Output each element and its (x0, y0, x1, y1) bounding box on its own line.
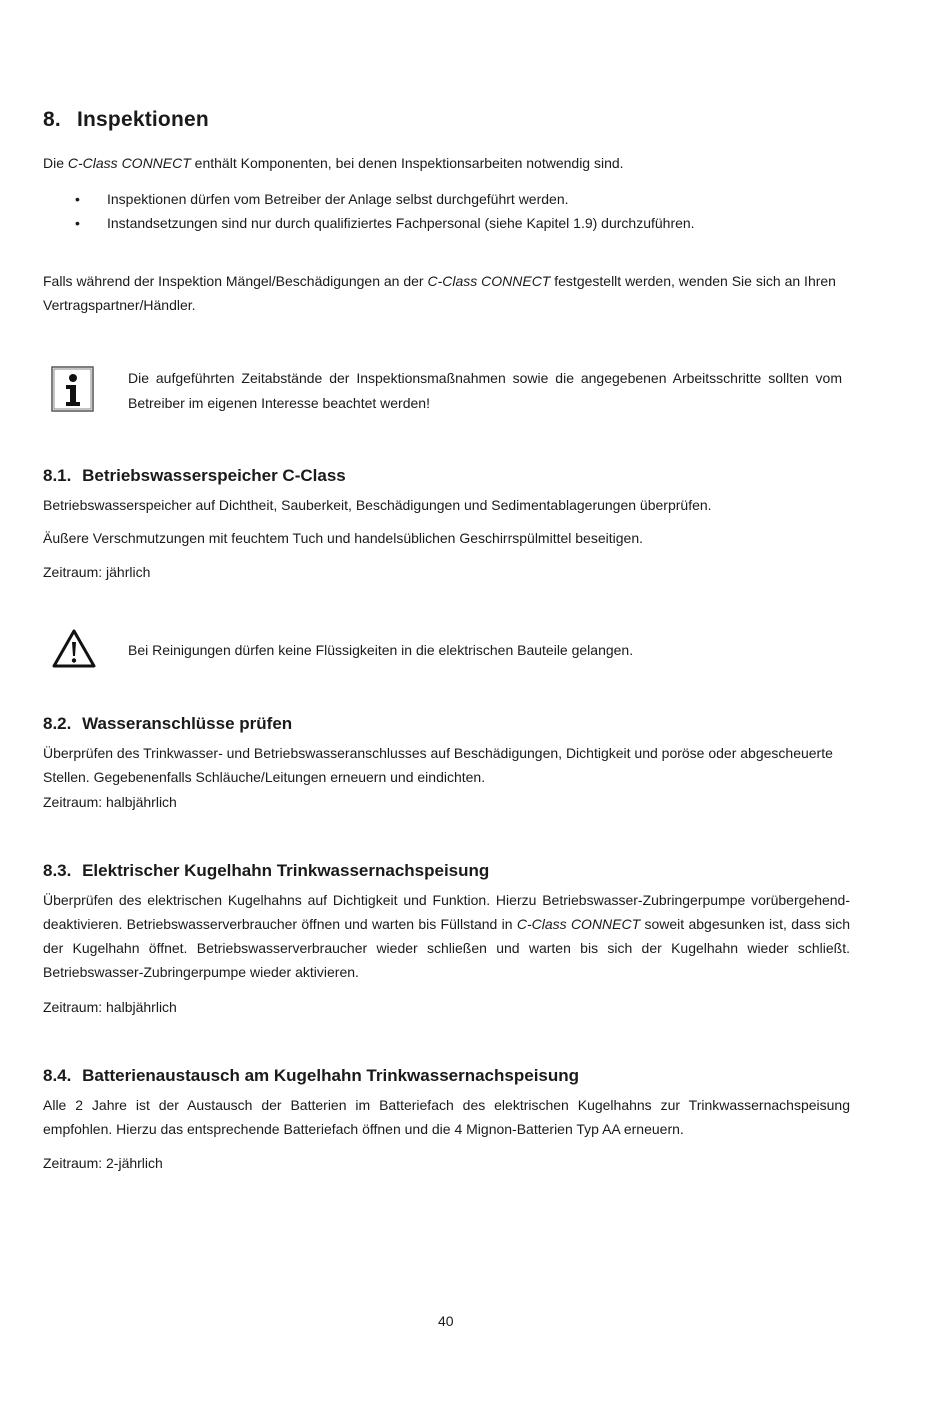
intro-paragraph (43, 151, 853, 175)
defects-product: C-Class CONNECT (427, 273, 551, 289)
info-icon (51, 366, 95, 412)
section-8-4-period: Zeitraum: 2-jährlich (43, 1155, 163, 1171)
section-8-3-period: Zeitraum: halbjährlich (43, 999, 177, 1015)
section-8-2-p1: Überprüfen des Trinkwasser- und Betriebswasseranschlusses auf Beschädigungen, Dichtigkeit und poröse oder abgescheuerte Stellen. Gegebenenfalls Schläuche/Leitungen erneuern und eindichten. (43, 745, 833, 785)
section-8-1-p1: Betriebswasserspeicher auf Dichtheit, Sauberkeit, Beschädigungen und Sedimentablagerungen überprüfen. (43, 497, 712, 513)
section-8-4-heading (43, 1066, 579, 1086)
section-number: 8.1. (43, 466, 72, 485)
section-title: Elektrischer Kugelhahn Trinkwassernachspeisung (82, 861, 490, 880)
intro-prefix: Die (43, 155, 68, 171)
section-8-2-heading (43, 714, 292, 734)
section-number: 8.4. (43, 1066, 72, 1085)
section-8-3-heading (43, 861, 489, 881)
section-8-3-product: C-Class CONNECT (516, 916, 641, 932)
section-8-3-text-a: Überprüfen des elektrischen Kugelhahns auf Dichtigkeit und Funktion. Hierzu Betriebswasser-Zubringerpumpe vorübergehend-deaktivieren. Betriebswasserverbraucher öffnen und warten bis Füllstand in (43, 892, 850, 932)
section-title: Batterienaustausch am Kugelhahn Trinkwassernachspeisung (82, 1066, 580, 1085)
section-8-3-text-b: soweit abgesunken ist, dass sich der Kugelhahn öffnet. Betriebswasserverbraucher wieder schließen und warten bis sich der Kugelhahn wieder schließt. Betriebswasser-Zubringerpumpe wieder aktivieren. (43, 916, 851, 980)
section-8-2-period: Zeitraum: halbjährlich (43, 794, 177, 810)
section-title: Wasseranschlüsse prüfen (82, 714, 293, 733)
list-item: • Inspektionen dürfen vom Betreiber der Anlage selbst durchgeführt werden. (43, 187, 853, 211)
list-item: • Instandsetzungen sind nur durch qualifiziertes Fachpersonal (siehe Kapitel 1.9) durchzuführen. (43, 211, 853, 235)
warning-icon (52, 628, 96, 670)
defects-paragraph (43, 269, 858, 317)
section-8-1-heading (43, 466, 346, 486)
defects-prefix: Falls während der Inspektion Mängel/Beschädigungen an der (43, 273, 428, 289)
warning-note-text: Bei Reinigungen dürfen keine Flüssigkeiten in die elektrischen Bauteile gelangen. (128, 642, 634, 658)
defects-suffix: festgestellt werden, wenden Sie sich an Ihren Vertragspartner/Händler. (43, 273, 836, 313)
section-number: 8.2. (43, 714, 72, 733)
chapter-heading (43, 108, 209, 132)
section-8-4-p1: Alle 2 Jahre ist der Austausch der Batterien im Batteriefach des elektrischen Kugelhahns zur Trinkwassernachspeisung empfohlen. Hierzu das entsprechende Batteriefach öffnen und die 4 Mignon-Batterien Typ AA erneuern. (43, 1097, 850, 1137)
chapter-title: Inspektionen (76, 108, 209, 131)
section-number: 8.3. (43, 861, 72, 880)
info-note-text: Die aufgeführten Zeitabstände der Inspektionsmaßnahmen sowie die angegebenen Arbeitsschritte sollten vom Betreiber im eigenen Interesse beachtet werden! (128, 370, 842, 411)
section-title: Betriebswasserspeicher C-Class (82, 466, 346, 485)
intro-product: C-Class CONNECT (67, 155, 191, 171)
intro-suffix: enthält Komponenten, bei denen Inspektionsarbeiten notwendig sind. (190, 155, 624, 171)
bullet-list (43, 187, 853, 235)
section-8-1-p2: Äußere Verschmutzungen mit feuchtem Tuch und handelsüblichen Geschirrspülmittel beseitigen. (43, 530, 643, 546)
page-number: 40 (438, 1313, 454, 1329)
section-8-1-period: Zeitraum: jährlich (43, 564, 151, 580)
section-8-3-p1 (43, 888, 850, 984)
chapter-number: 8. (43, 108, 61, 131)
